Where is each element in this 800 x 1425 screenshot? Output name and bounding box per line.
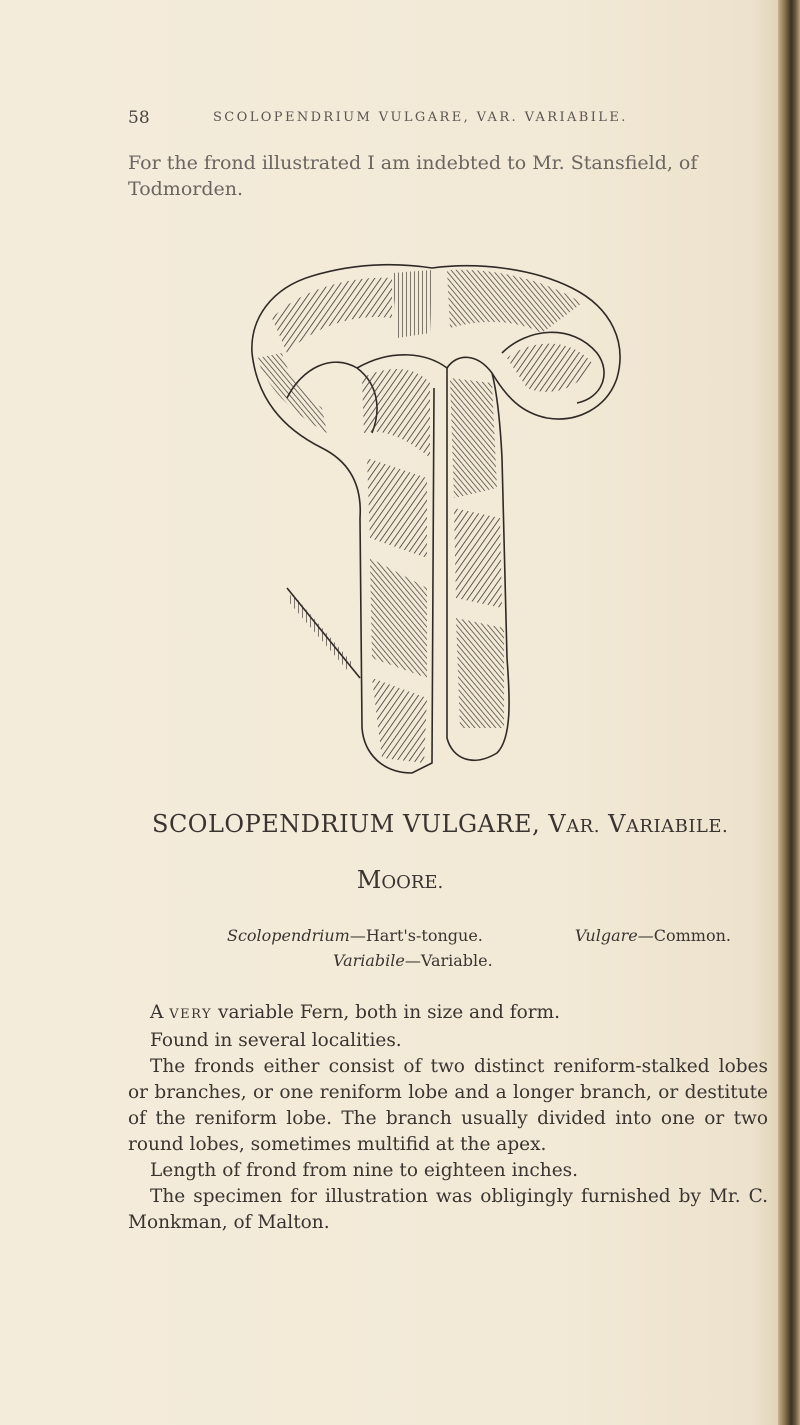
- etymology-meaning-vulgare: —Common.: [637, 926, 731, 945]
- description-line-1: [128, 1000, 768, 1028]
- etymology-term-vulgare: Vulgare: [574, 926, 638, 945]
- previous-entry-text: For the frond illustrated I am indebted to Mr. Stansfield, of Todmorden.: [128, 152, 698, 200]
- etymology-term-variabile: Variabile: [333, 951, 405, 970]
- description-paragraph-length: Length of frond from nine to eighteen inches.: [150, 1160, 579, 1181]
- page-number: 58: [128, 108, 150, 128]
- running-head: SCOLOPENDRIUM VULGARE, VAR. VARIABILE.: [213, 110, 628, 125]
- etymology-meaning-scolopendrium: —Hart's-tongue.: [349, 926, 483, 945]
- fern-illustration: [242, 258, 632, 788]
- lead-initial: A: [150, 1002, 170, 1023]
- description-paragraph-specimen: The specimen for illustration was obligingly furnished by Mr. C. Monkman, of Malton.: [128, 1186, 768, 1233]
- description-paragraph-fronds: The fronds either consist of two distinct reniform-stalked lobes or branches, or one reniform lobe and a longer branch, or destitute of the reniform lobe. The branch usually divided into one or two round lobes, sometimes multifid at the apex.: [128, 1056, 768, 1155]
- title-variabile-initial: V: [599, 810, 626, 838]
- frond-shading: [257, 270, 592, 763]
- etymology-term-scolopendrium: Scolopendrium: [227, 926, 350, 945]
- lead-smallcaps: VERY: [169, 1007, 213, 1022]
- title-variabile-rest: ARIABILE.: [625, 816, 729, 837]
- line1-rest: variable Fern, both in size and form.: [212, 1002, 560, 1023]
- book-binding-edge: [778, 0, 800, 1425]
- fern-frond-drawing: [242, 258, 632, 788]
- title-genus-species: SCOLOPENDRIUM VULGARE,: [152, 810, 549, 838]
- author-rest: OORE.: [381, 872, 444, 893]
- etymology-line-2: [333, 951, 493, 970]
- frond-outline: [252, 265, 620, 773]
- title-var-initial: V: [548, 810, 567, 838]
- species-title: [152, 810, 752, 838]
- description-line-2: Found in several localities.: [150, 1030, 402, 1051]
- author-attribution: [0, 866, 800, 894]
- title-var-rest: AR.: [566, 816, 600, 837]
- page-header: [128, 108, 748, 134]
- etymology-meaning-variabile: —Variable.: [404, 951, 493, 970]
- etymology-line-1: [227, 926, 767, 945]
- description-text: [128, 1000, 768, 1236]
- author-initial: M: [356, 866, 382, 894]
